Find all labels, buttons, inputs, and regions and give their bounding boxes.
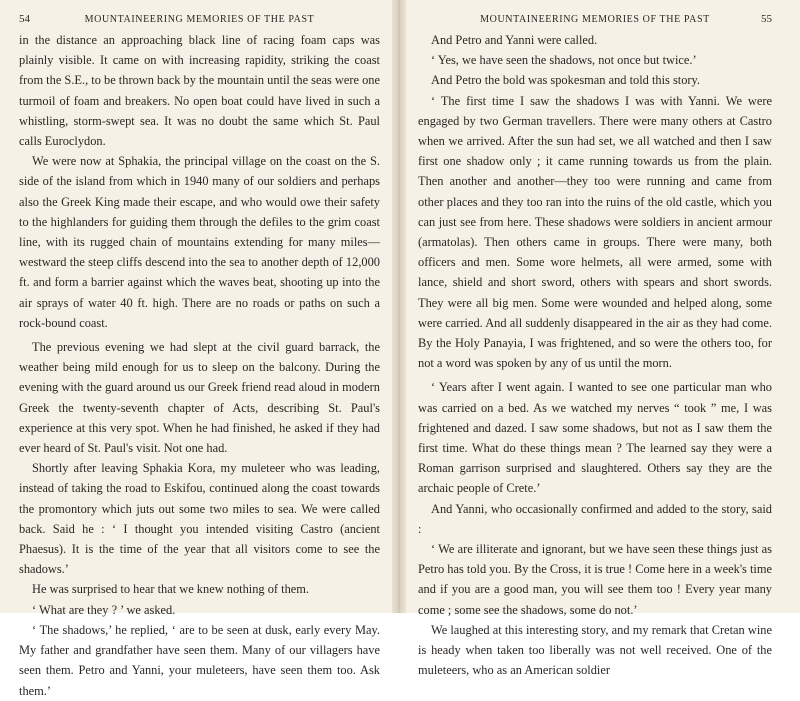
running-head-title: MOUNTAINEERING MEMORIES OF THE PAST	[84, 14, 315, 25]
paragraph: The previous evening we had slept at the civil guard barrack, the weather being mild enough for us to sleep on the balcony. During the evening with the guard around us our Greek friend read aloud in modern Greek the twenty-seventh chapter of Acts, describing St. Paul's experience at this very spot. When he had finished, he asked if they had ever heard of St. Paul's visit. Not one had.	[19, 340, 380, 456]
paragraph: ‘ Years after I went again. I wanted to see one particular man who was carried on a bed. As we watched my nerves “ took ” me, I was frightened and dazed. I saw some shadows, but not as I saw them the first time. What do these things mean ? The learned say they were a Roman garrison surprised and slaughtered. Others say they are the archaic people of Crete.’	[418, 380, 772, 496]
paragraph: ‘ The first time I saw the shadows I was with Yanni. We were engaged by two German travellers. There were many others at Castro when we arrived. After the sun had set, we all watched and then I saw first one shadow only ; it came running towards us from the plain. Then another and another—they too were running and came from other places and they too ran into the ruins of the old castle, which you can just see from here. These shadows were soldiers in ancient armour (armatolas). Then others came in groups. There were many, both officers and men. Some wore helmets, all were armed, some with lance, shield and short sword, others with spears and short swords. They were all big men. Some were wounded and helped along, some were carried. And all suddenly disappeared in the air as they had come. By the Holy Panayia, I was frightened, and so were the others too, for not a word was spoken by any of us until the morn.	[418, 93, 772, 371]
paragraph: We laughed at this interesting story, and my remark that Cretan wine is heady when taken too liberally was not well received. One of the muleteers, who as an American soldier	[418, 622, 772, 678]
paragraph: ‘ What are they ? ’ we asked.	[32, 602, 176, 617]
running-head	[418, 8, 772, 30]
running-head-title: MOUNTAINEERING MEMORIES OF THE PAST	[480, 14, 710, 25]
paragraph: We were now at Sphakia, the principal village on the coast on the S. side of the island from which in 1940 many of our soldiers and perhaps also the Greek King made their escape, and who would owe their safety to the highlanders for guiding them through the defiles to the grim coast line, with its rugged chain of mountains extending for many miles—westward the steep cliffs descend into the sea to another depth of 12,000 ft. and form a barrier against which the waves beat, shooting up into the air sprays of water 40 ft. high. There are no roads or paths on such a rock-bound coast.	[19, 154, 380, 330]
paragraph: And Yanni, who occasionally confirmed and added to the story, said :	[418, 501, 772, 536]
paragraph: ‘ We are illiterate and ignorant, but we have seen these things just as Petro has told you. By the Cross, it is true ! Come here in a week's time and if you are a good man, you will see them too ! Every year many come ; some see the shadows, some do not.’	[418, 542, 772, 617]
book-gutter	[392, 0, 406, 613]
paragraph: ‘ Yes, we have seen the shadows, not once but twice.’	[431, 53, 697, 68]
page-body	[19, 30, 380, 701]
page-body	[418, 30, 772, 681]
paragraph: in the distance an approaching black line of racing foam caps was plainly visible. It came on with increasing rapidity, striking the coast from the S.E., to be thrown back by the mountain until the seas were one turmoil of foam and breakers. No open boat could have lived in such a whistling, storm-swept sea. It was no doubt the same which St. Paul calls Euroclydon.	[19, 33, 380, 149]
paragraph: And Petro the bold was spokesman and told this story.	[431, 73, 701, 88]
left-page	[0, 0, 396, 698]
running-head	[19, 8, 380, 30]
page-number: 55	[761, 13, 772, 25]
paragraph: And Petro and Yanni were called.	[431, 33, 598, 47]
paragraph: Shortly after leaving Sphakia Kora, my muleteer who was leading, instead of taking the road to Eskifou, continued along the coast towards the promontory which juts out some two miles to sea. We were called back. Said he : ‘ I thought you intended visiting Castro (ancient Phaesus). It is the time of the year that all visitors come to see the shadows.’	[19, 461, 380, 577]
paragraph: He was surprised to hear that we knew nothing of them.	[32, 582, 309, 597]
paragraph: ‘ The shadows,’ he replied, ‘ are to be seen at dusk, early every May. My father and grandfather have seen them. Many of our villagers have seen them. Petro and Yanni, your muleteers, have seen them too. Ask them.’	[19, 622, 380, 698]
page-number: 54	[19, 13, 30, 25]
right-page	[396, 0, 800, 678]
